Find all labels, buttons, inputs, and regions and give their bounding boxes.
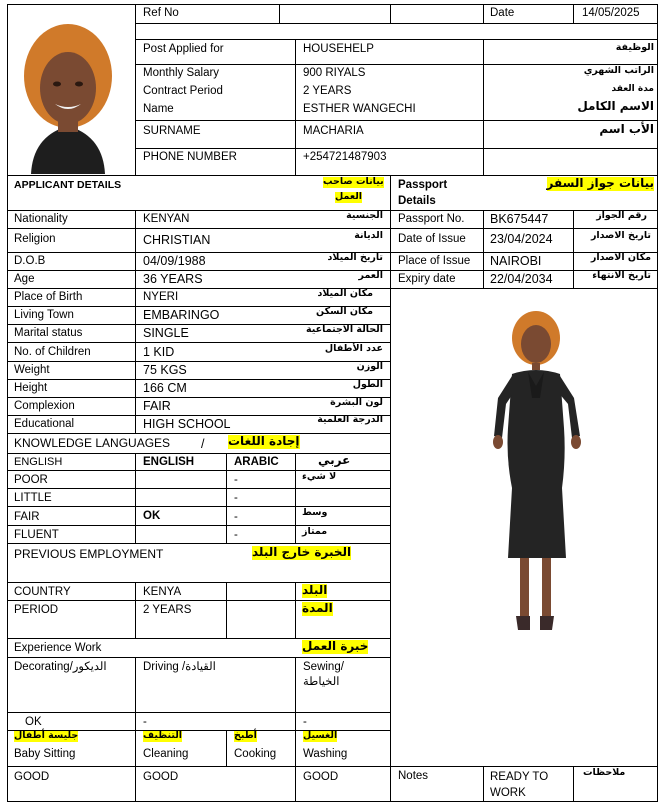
weight-value: 75 KGS xyxy=(143,363,187,377)
notes-label: Notes xyxy=(398,770,429,782)
monthly-salary-arabic-label: الراتب الشهري xyxy=(583,65,654,76)
cleaning-arabic-label: التنظيف xyxy=(143,730,183,741)
applicant-details-arabic-title-line2: العمل xyxy=(335,191,363,202)
lang-level-fair: FAIR xyxy=(14,511,40,523)
lang-fair-arabic: - xyxy=(234,511,238,523)
country-arabic-label: البلد xyxy=(302,583,328,597)
expiry-date-value: 22/04/2034 xyxy=(490,272,553,286)
washing-arabic-label: الغسيل xyxy=(303,730,338,741)
lang-poor-arabic-label: لا شيء xyxy=(302,471,337,482)
applicant-details-title: APPLICANT DETAILS xyxy=(14,179,122,191)
surname-value: MACHARIA xyxy=(303,125,364,137)
weight-label: Weight xyxy=(14,364,50,376)
age-arabic-label: العمر xyxy=(358,270,383,281)
post-applied-arabic-label: الوظيفة xyxy=(615,42,654,53)
dob-value: 04/09/1988 xyxy=(143,254,206,268)
country-value: KENYA xyxy=(143,586,182,598)
nationality-arabic-label: الجنسية xyxy=(346,210,383,221)
marital-status-label: Marital status xyxy=(14,327,83,339)
lang-header-english-col: ENGLISH xyxy=(143,456,195,468)
surname-arabic-label: الأب اسم xyxy=(599,122,654,136)
age-value: 36 YEARS xyxy=(143,272,203,286)
washing-label: Washing xyxy=(303,748,348,760)
marital-status-arabic-label: الحالة الاجتماعية xyxy=(306,324,383,335)
notes-value-line1: READY TO xyxy=(490,771,549,783)
religion-label: Religion xyxy=(14,233,56,245)
marital-status-value: SINGLE xyxy=(143,326,189,340)
nationality-label: Nationality xyxy=(14,213,68,225)
contract-period-arabic-label: مدة العقد xyxy=(611,84,654,94)
contract-period-value: 2 YEARS xyxy=(303,85,352,97)
knowledge-languages-title: KNOWLEDGE LANGUAGES xyxy=(14,436,171,450)
name-arabic-label: الاسم الكامل xyxy=(577,99,654,113)
educational-label: Educational xyxy=(14,418,75,430)
cleaning-value: GOOD xyxy=(143,771,179,783)
lang-poor-arabic: - xyxy=(234,474,238,486)
name-label: Name xyxy=(143,103,174,115)
knowledge-languages-arabic-title: إجادة اللغات xyxy=(228,434,300,448)
sewing-value: - xyxy=(303,716,307,728)
lang-level-poor: POOR xyxy=(14,474,48,486)
place-of-issue-value: NAIROBI xyxy=(490,254,542,268)
cooking-label: Cooking xyxy=(234,748,277,760)
passport-no-value: BK675447 xyxy=(490,212,549,226)
lang-header-arabic-label: عربي xyxy=(318,453,351,467)
living-town-arabic-label: مكان السكن xyxy=(316,306,373,317)
applicant-details-arabic-title-line1: بيانات صاحب xyxy=(323,176,384,187)
passport-details-title-line1: Passport xyxy=(398,179,448,191)
period-value: 2 YEARS xyxy=(143,604,192,616)
baby-sitting-value: GOOD xyxy=(14,771,50,783)
religion-arabic-label: الديانة xyxy=(354,230,383,241)
experience-work-title: Experience Work xyxy=(14,642,102,654)
lang-little-arabic: - xyxy=(234,492,238,504)
knowledge-languages-slash: / xyxy=(201,437,205,451)
period-arabic-label: المدة xyxy=(302,601,333,615)
washing-value: GOOD xyxy=(303,771,339,783)
dob-arabic-label: تاريخ الميلاد xyxy=(327,252,383,263)
notes-value-line2: WORK xyxy=(490,787,526,799)
place-of-issue-arabic-label: مكان الاصدار xyxy=(590,252,651,263)
complexion-arabic-label: لون البشرة xyxy=(330,397,383,408)
monthly-salary-value: 900 RIYALS xyxy=(303,67,366,79)
place-of-birth-value: NYERI xyxy=(143,291,179,303)
post-applied-value: HOUSEHELP xyxy=(303,43,374,55)
monthly-salary-label: Monthly Salary xyxy=(143,67,220,79)
contract-period-label: Contract Period xyxy=(143,85,223,97)
passport-details-title-line2: Details xyxy=(398,195,436,207)
baby-sitting-label: Baby Sitting xyxy=(14,748,76,760)
living-town-value: EMBARINGO xyxy=(143,308,220,322)
date-of-issue-arabic-label: تاريخ الاصدار xyxy=(590,230,651,241)
previous-employment-arabic-title: الخبرة خارج البلد xyxy=(252,545,352,559)
dob-label: D.O.B xyxy=(14,255,46,267)
skill-sewing-line2: الخياطة xyxy=(303,676,340,688)
cleaning-label: Cleaning xyxy=(143,748,189,760)
post-applied-label: Post Applied for xyxy=(143,43,224,55)
passport-no-label: Passport No. xyxy=(398,213,465,225)
notes-arabic-label: ملاحظات xyxy=(583,767,626,778)
nationality-value: KENYAN xyxy=(143,213,190,225)
date-label: Date xyxy=(490,7,515,19)
place-of-birth-label: Place of Birth xyxy=(14,291,83,303)
lang-header-english: ENGLISH xyxy=(14,456,63,468)
lang-level-fluent: FLUENT xyxy=(14,529,59,541)
cooking-arabic-label: أطبخ xyxy=(234,730,257,741)
lang-fluent-arabic: - xyxy=(234,529,238,541)
religion-value: CHRISTIAN xyxy=(143,233,211,247)
date-of-issue-value: 23/04/2024 xyxy=(490,232,553,246)
lang-level-little: LITTLE xyxy=(14,492,52,504)
lang-fair-arabic-label: وسط xyxy=(302,507,328,518)
passport-details-arabic-title: بيانات جواز السفر xyxy=(546,176,654,190)
expiry-date-arabic-label: تاريخ الانتهاء xyxy=(592,270,651,281)
children-arabic-label: عدد الأطفال xyxy=(324,343,383,354)
decorating-value: OK xyxy=(25,716,42,728)
height-label: Height xyxy=(14,382,48,394)
applicant-headshot-photo xyxy=(13,6,123,174)
driving-value: - xyxy=(143,716,147,728)
date-value: 14/05/2025 xyxy=(582,7,640,19)
living-town-label: Living Town xyxy=(14,309,74,321)
skill-driving: Driving /القيادة xyxy=(143,661,216,673)
ref-no-label: Ref No xyxy=(143,7,179,19)
lang-header-arabic-col: ARABIC xyxy=(234,456,279,468)
height-arabic-label: الطول xyxy=(352,379,383,390)
skill-sewing-line1: Sewing/ xyxy=(303,661,344,673)
lang-fluent-arabic-label: ممتاز xyxy=(302,526,328,537)
baby-sitting-arabic-label: جليسة أطفال xyxy=(14,730,79,741)
name-value: ESTHER WANGECHI xyxy=(303,103,416,115)
skill-decorating: Decorating/الديكور xyxy=(14,661,107,673)
children-label: No. of Children xyxy=(14,346,91,358)
phone-number-value: +254721487903 xyxy=(303,151,387,163)
passport-no-arabic-label: رقم الجواز xyxy=(596,210,647,221)
educational-value: HIGH SCHOOL xyxy=(143,417,231,431)
complexion-label: Complexion xyxy=(14,400,75,412)
experience-work-arabic-title: خبرة العمل xyxy=(302,639,369,653)
educational-arabic-label: الدرجة العلمية xyxy=(317,414,383,425)
expiry-date-label: Expiry date xyxy=(398,273,456,285)
place-of-issue-label: Place of Issue xyxy=(398,255,471,267)
complexion-value: FAIR xyxy=(143,399,171,413)
children-value: 1 KID xyxy=(143,345,175,359)
period-label: PERIOD xyxy=(14,604,59,616)
weight-arabic-label: الوزن xyxy=(356,361,383,372)
date-of-issue-label: Date of Issue xyxy=(398,233,466,245)
previous-employment-title: PREVIOUS EMPLOYMENT xyxy=(14,547,164,561)
height-value: 166 CM xyxy=(143,381,187,395)
applicant-full-body-photo xyxy=(480,308,590,638)
surname-label: SURNAME xyxy=(143,125,201,137)
lang-fair-english: OK xyxy=(143,510,161,522)
age-label: Age xyxy=(14,273,35,285)
ref-no-field[interactable] xyxy=(282,7,387,21)
phone-number-label: PHONE NUMBER xyxy=(143,151,237,163)
country-label: COUNTRY xyxy=(14,586,71,598)
place-of-birth-arabic-label: مكان الميلاد xyxy=(317,288,373,299)
